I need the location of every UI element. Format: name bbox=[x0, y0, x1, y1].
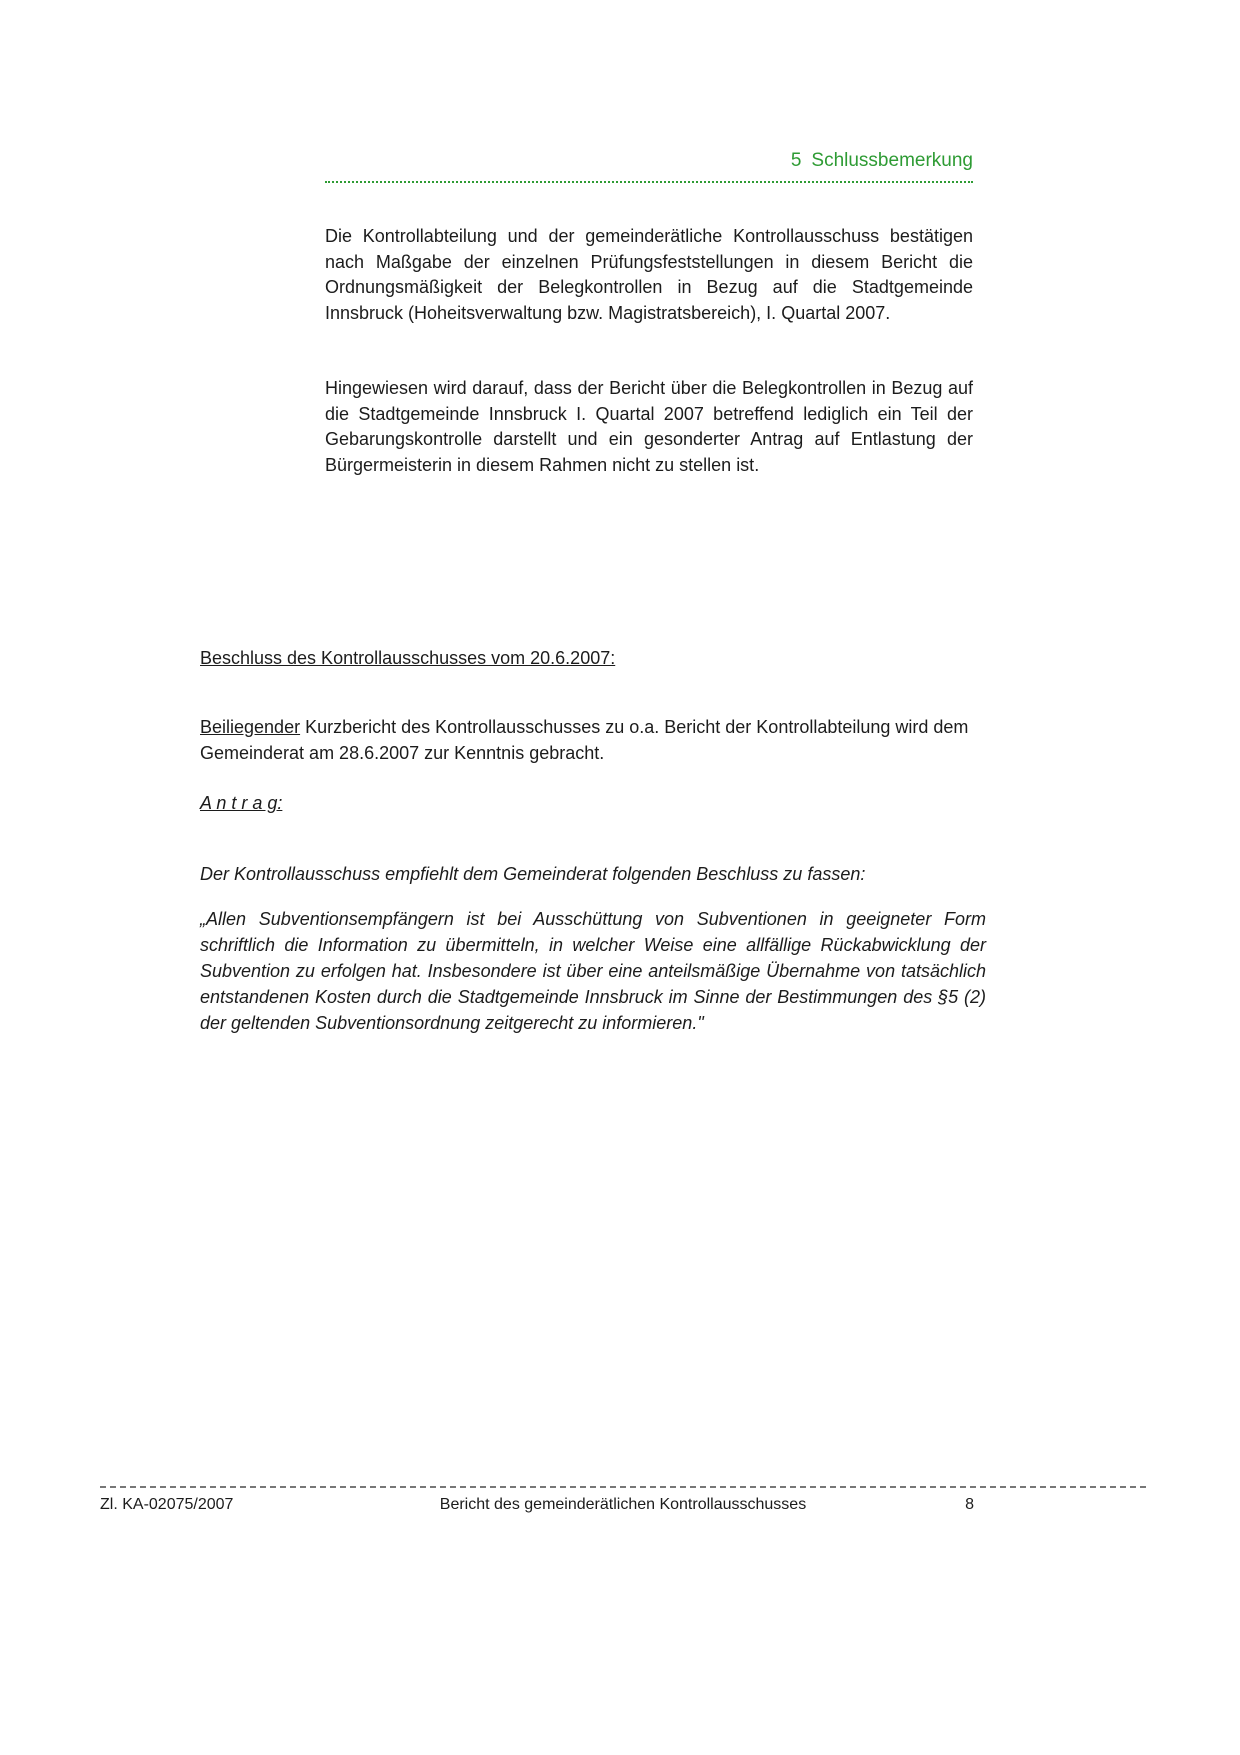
beschluss-paragraph bbox=[200, 714, 986, 766]
section-title: Schlussbemerkung bbox=[811, 150, 973, 171]
footer-page-number: 8 bbox=[965, 1496, 974, 1513]
beschluss-rest: Kurzbericht des Kontrollausschusses zu o.a. Bericht der Kontrollabteilung wird dem Gemeinderat am 28.6.2007 zur Kenntnis gebracht. bbox=[200, 717, 969, 763]
page-footer bbox=[100, 1496, 1146, 1520]
footer-document-title: Bericht des gemeinderätlichen Kontrollausschusses bbox=[439, 1496, 807, 1513]
paragraph-hinweis: Hingewiesen wird darauf, dass der Bericht über die Belegkontrollen in Bezug auf die Stadtgemeinde Innsbruck I. Quartal 2007 betreffend lediglich ein Teil der Gebarungskontrolle darstellt und ein gesonderter Antrag auf Entlastung der Bürgermeisterin in diesem Rahmen nicht zu stellen ist. bbox=[325, 378, 973, 475]
antrag-quote: „Allen Subventionsempfängern ist bei Ausschüttung von Subventionen in geeigneter Form schriftlich die Information zu übermitteln, in welcher Weise eine allfällige Rückabwicklung der Subvention zu erfolgen hat. Insbesondere ist über eine anteilsmäßige Übernahme von tatsächlich entstandenen Kosten durch die Stadtgemeinde Innsbruck im Sinne der Bestimmungen des §5 (2) der geltenden Subventionsordnung zeitgerecht zu informieren." bbox=[200, 909, 986, 1033]
footer-divider bbox=[100, 1486, 1146, 1488]
footer-reference-number: Zl. KA-02075/2007 bbox=[100, 1496, 234, 1513]
paragraph-bestaetigung: Die Kontrollabteilung und der gemeinderätliche Kontrollausschuss bestätigen nach Maßgabe der einzelnen Prüfungsfeststellungen in diesem Bericht die Ordnungsmäßigkeit der Belegkontrollen in Bezug auf die Stadtgemeinde Innsbruck (Hoheitsverwaltung bzw. Magistratsbereich), I. Quartal 2007. bbox=[325, 226, 973, 323]
antrag-intro: Der Kontrollausschuss empfiehlt dem Gemeinderat folgenden Beschluss zu fassen: bbox=[200, 864, 866, 884]
beschluss-lead-word: Beiliegender bbox=[200, 717, 301, 737]
section-heading bbox=[325, 150, 973, 183]
section-number: 5 bbox=[790, 150, 802, 171]
beschluss-heading: Beschluss des Kontrollausschusses vom 20.6.2007: bbox=[200, 648, 616, 668]
antrag-heading: A n t r a g: bbox=[200, 793, 283, 813]
